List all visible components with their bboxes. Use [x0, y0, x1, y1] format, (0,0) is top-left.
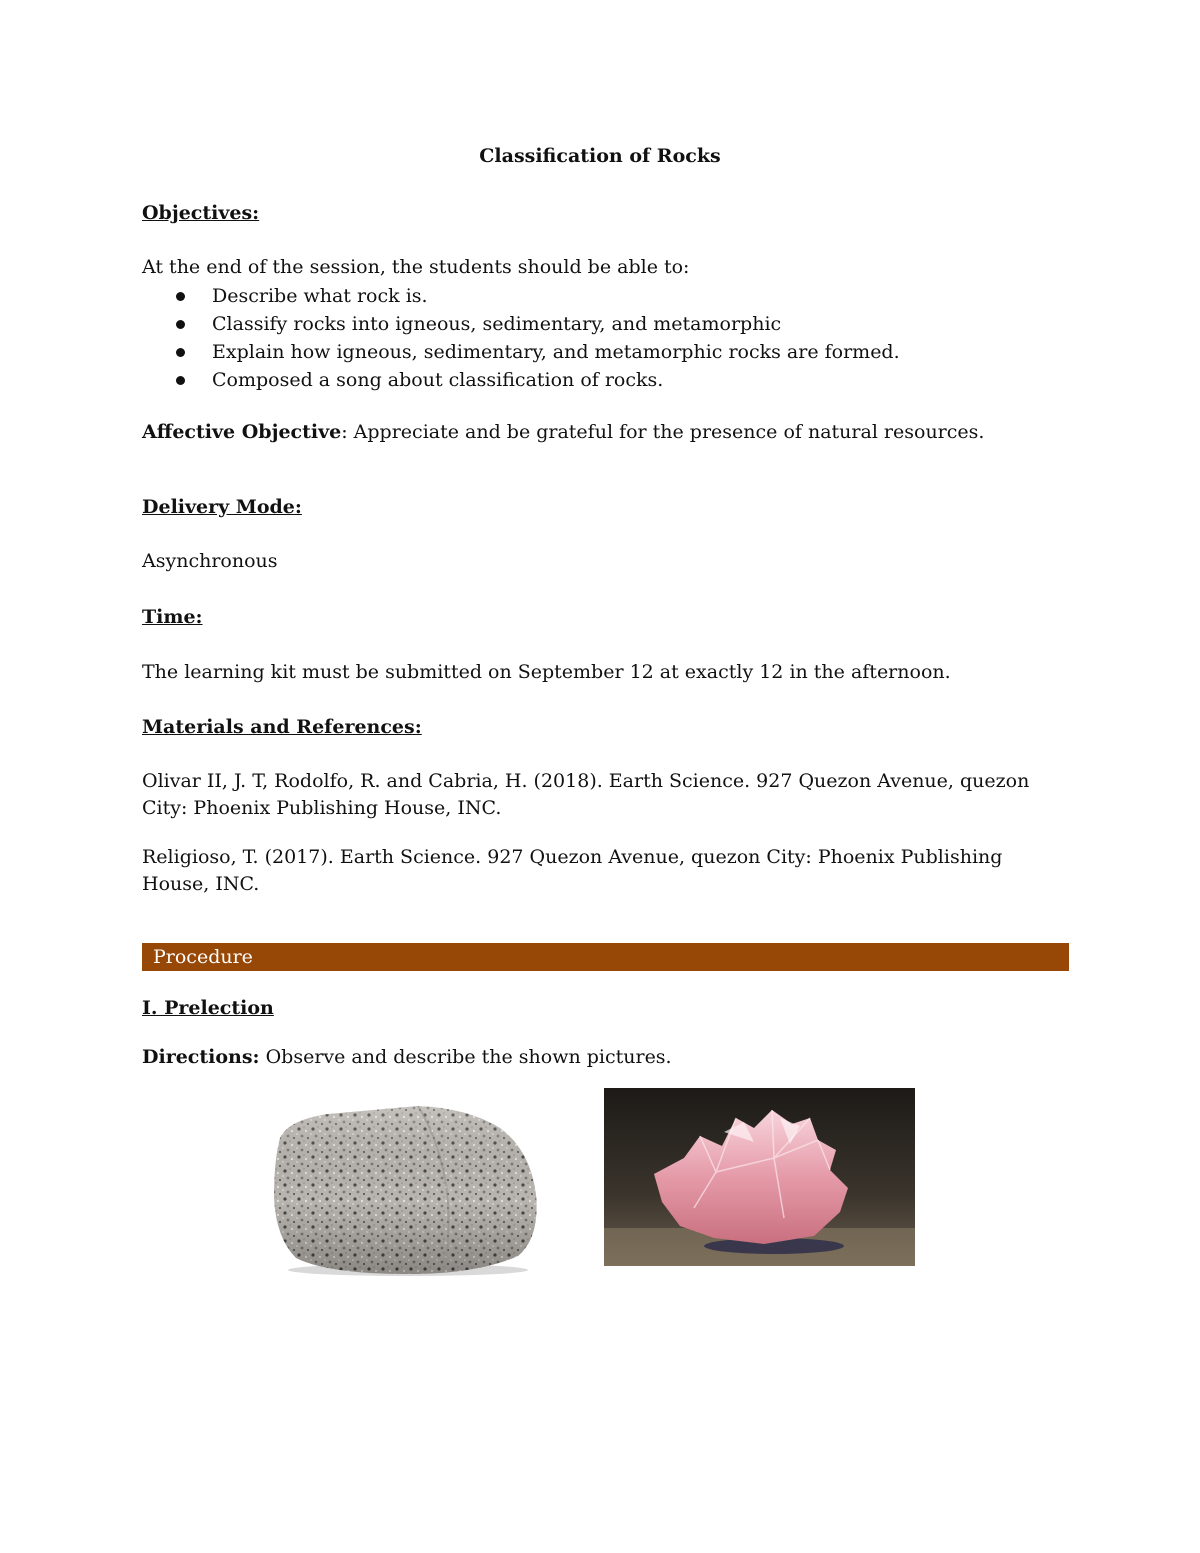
- delivery-mode-value: Asynchronous: [142, 550, 278, 572]
- list-item: Explain how igneous, sedimentary, and metamorphic rocks are formed.: [142, 338, 900, 366]
- affective-objective: [142, 419, 984, 446]
- document-title: Classification of Rocks: [479, 145, 721, 167]
- procedure-section-bar: [142, 943, 1069, 971]
- granite-rock-image: [268, 1098, 543, 1278]
- prelection-heading: I. Prelection: [142, 997, 274, 1019]
- materials-heading: Materials and References:: [142, 716, 422, 738]
- list-item: Classify rocks into igneous, sedimentary, and metamorphic: [142, 310, 900, 338]
- bullet-icon: [176, 320, 185, 329]
- procedure-label: Procedure: [153, 946, 253, 968]
- delivery-mode-heading: Delivery Mode:: [142, 496, 302, 518]
- bullet-icon: [176, 376, 185, 385]
- reference-entry: Religioso, T. (2017). Earth Science. 927 Quezon Avenue, quezon City: Phoenix Publishing House, INC.: [142, 846, 1003, 895]
- affective-objective-text: : Appreciate and be grateful for the presence of natural resources.: [341, 421, 985, 443]
- directions-text: Observe and describe the shown pictures.: [259, 1046, 672, 1068]
- reference-entry: Olivar II, J. T, Rodolfo, R. and Cabria, H. (2018). Earth Science. 927 Quezon Avenue, quezon City: Phoenix Publishing House, INC.: [142, 770, 1030, 819]
- directions-label: Directions:: [142, 1046, 260, 1068]
- affective-objective-label: Affective Objective: [142, 421, 342, 443]
- bullet-icon: [176, 292, 185, 301]
- directions: [142, 1044, 672, 1071]
- time-heading: Time:: [142, 606, 203, 628]
- list-item: Composed a song about classification of rocks.: [142, 366, 900, 394]
- objectives-list: [142, 282, 900, 394]
- time-value: The learning kit must be submitted on September 12 at exactly 12 in the afternoon.: [142, 661, 951, 683]
- rose-quartz-image: [604, 1088, 915, 1266]
- objectives-intro: At the end of the session, the students should be able to:: [142, 256, 690, 278]
- objectives-heading: Objectives:: [142, 202, 260, 224]
- bullet-icon: [176, 348, 185, 357]
- list-item: Describe what rock is.: [142, 282, 900, 310]
